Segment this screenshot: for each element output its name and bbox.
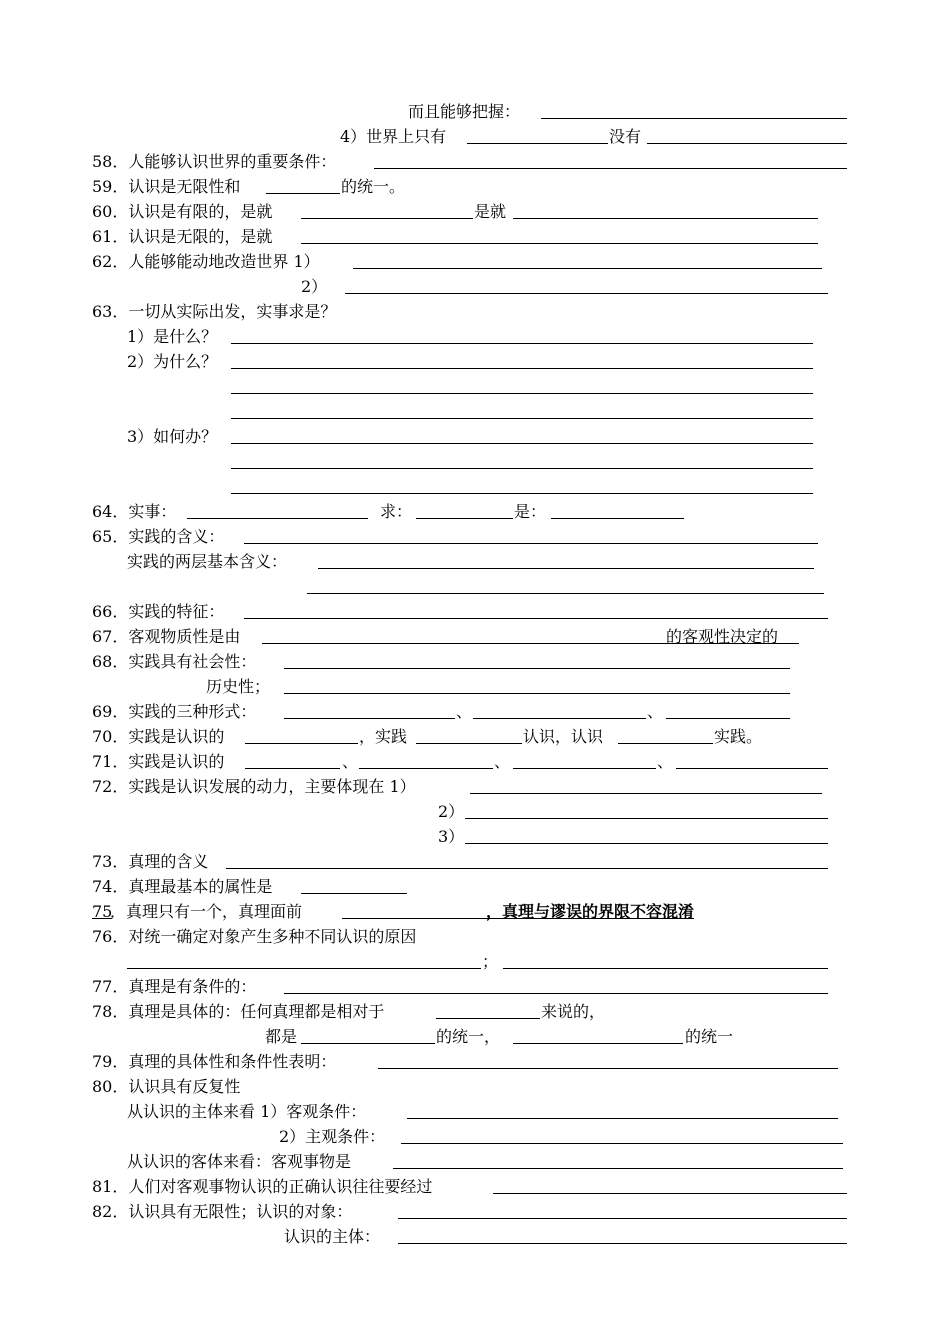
question-text: 80．认识具有反复性 [92,1077,241,1096]
question-text-emphasis: ，真理与谬误的界限不容混淆 [486,902,695,921]
answer-blank[interactable] [378,1068,838,1069]
question-text: 从认识的客体来看：客观事物是 [127,1152,352,1171]
question-text: 61．认识是无限的，是就 [92,227,273,246]
question-text: 64．实事： [92,502,177,521]
question-text: ，实践 [359,727,408,746]
question-text: 69．实践的三种形式： [92,702,257,721]
answer-blank[interactable] [231,493,813,494]
question-text: 59．认识是无限性和 [92,177,241,196]
answer-blank[interactable] [513,218,818,219]
answer-blank[interactable] [359,768,493,769]
answer-blank[interactable] [245,768,340,769]
answer-blank[interactable] [231,343,813,344]
line-text: 而且能够把握： [408,102,521,121]
question-text: 73．真理的含义 [92,852,209,871]
answer-blank[interactable] [127,968,481,969]
question-text: 78．真理是具体的：任何真理都是相对于 [92,1002,385,1021]
question-text: 60．认识是有限的，是就 [92,202,273,221]
question-text: 58．人能够认识世界的重要条件： [92,152,337,171]
question-text: 2）为什么？ [127,352,218,371]
answer-blank[interactable] [226,868,828,869]
answer-blank[interactable] [301,218,473,219]
answer-blank[interactable] [416,743,522,744]
answer-blank[interactable] [618,743,713,744]
question-text: 来说的， [541,1002,606,1021]
answer-blank[interactable] [513,768,656,769]
answer-blank[interactable] [676,768,828,769]
answer-blank[interactable] [470,793,822,794]
question-text: 79．真理的具体性和条件性表明： [92,1052,337,1071]
answer-blank[interactable] [231,368,813,369]
answer-blank[interactable] [284,718,455,719]
answer-blank[interactable] [307,593,824,594]
question-text: 实践的两层基本含义： [127,552,288,571]
question-text: 2） [301,277,328,296]
question-text: 的统一 [685,1027,734,1046]
question-text: 认识的主体： [284,1227,381,1246]
question-text: 3） [438,827,465,846]
question-text: ．真理只有一个，真理面前 [110,902,303,921]
line-text: 4）世界上只有 [340,127,447,146]
answer-blank[interactable] [284,993,828,994]
answer-blank[interactable] [473,718,646,719]
answer-blank[interactable] [345,293,828,294]
answer-blank[interactable] [398,1243,847,1244]
question-text: ； [482,952,499,971]
question-text: 65．实践的含义： [92,527,225,546]
answer-blank[interactable] [513,1043,683,1044]
question-text: 、 [342,752,359,771]
answer-blank[interactable] [301,893,407,894]
question-text: 、 [456,702,473,721]
answer-blank[interactable] [374,168,847,169]
question-text: 是就 [474,202,507,221]
question-text: 1）是什么？ [127,327,218,346]
answer-blank[interactable] [245,743,358,744]
question-text: 82．认识具有无限性；认识的对象： [92,1202,353,1221]
question-text: 63．一切从实际出发，实事求是？ [92,302,337,321]
answer-blank[interactable] [398,1218,847,1219]
question-text: 76．对统一确定对象产生多种不同认识的原因 [92,927,417,946]
answer-blank[interactable] [416,518,513,519]
answer-blank[interactable] [231,468,813,469]
question-text: 求： [380,502,413,521]
line-text: 没有 [609,127,642,146]
answer-blank[interactable] [551,518,684,519]
answer-blank[interactable] [342,918,486,919]
answer-blank[interactable] [393,1168,843,1169]
answer-blank[interactable] [353,268,822,269]
question-text: 的客观性决定的 [666,627,779,646]
question-text: 的统一， [436,1027,501,1046]
answer-blank[interactable] [407,1118,838,1119]
answer-blank[interactable] [465,843,828,844]
question-text: 认识，认识 [523,727,604,746]
question-text: 3）如何办？ [127,427,218,446]
answer-blank[interactable] [301,1043,435,1044]
question-number: 75 [92,902,113,921]
question-text: 的统一。 [341,177,406,196]
answer-blank[interactable] [266,193,340,194]
answer-blank[interactable] [493,1193,847,1194]
answer-blank[interactable] [467,143,608,144]
answer-blank[interactable] [436,1018,540,1019]
question-text: 、 [494,752,511,771]
answer-blank[interactable] [401,1143,843,1144]
answer-blank[interactable] [187,518,368,519]
question-text: 68．实践具有社会性： [92,652,257,671]
question-text: 77．真理是有条件的： [92,977,257,996]
answer-blank[interactable] [244,618,828,619]
question-text: 从认识的主体来看 1）客观条件： [127,1102,367,1121]
question-text: 2） [438,802,465,821]
question-text: 、 [657,752,674,771]
answer-blank[interactable] [231,443,813,444]
question-text: 72．实践是认识发展的动力，主要体现在 1） [92,777,416,796]
answer-blank[interactable] [231,418,813,419]
answer-blank[interactable] [666,718,790,719]
question-text: 都是 [265,1027,298,1046]
answer-blank[interactable] [284,693,790,694]
answer-blank[interactable] [503,968,828,969]
question-text: 62．人能够能动地改造世界 1） [92,252,320,271]
question-text: 历史性； [206,677,271,696]
question-text: 2）主观条件： [279,1127,386,1146]
question-text: 71．实践是认识的 [92,752,225,771]
answer-blank[interactable] [244,543,818,544]
question-text: 、 [647,702,664,721]
answer-blank[interactable] [284,668,790,669]
question-text: 81．人们对客观事物认识的正确认识往往要经过 [92,1177,433,1196]
answer-blank[interactable] [647,143,847,144]
answer-blank[interactable] [541,118,847,119]
answer-blank[interactable] [465,818,828,819]
question-text: 66．实践的特征： [92,602,225,621]
question-text: 74．真理最基本的属性是 [92,877,273,896]
question-text: 实践。 [714,727,763,746]
answer-blank[interactable] [301,243,818,244]
answer-blank[interactable] [231,393,813,394]
question-text: 70．实践是认识的 [92,727,225,746]
question-text: 67．客观物质性是由 [92,627,241,646]
question-text: 是： [514,502,547,521]
answer-blank[interactable] [318,568,814,569]
